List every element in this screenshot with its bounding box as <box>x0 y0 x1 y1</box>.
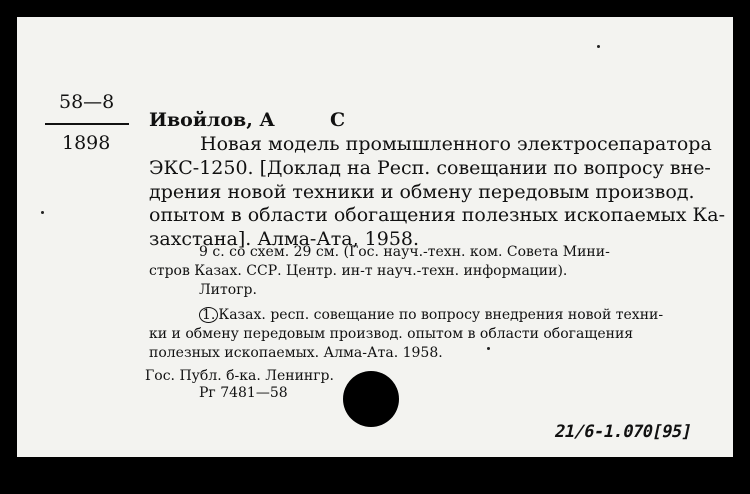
shelf-mark-divider <box>45 123 129 125</box>
handwritten-mark: 21/6-1.070[95] <box>552 422 694 442</box>
speck <box>41 211 44 214</box>
note-line-3: полезных ископаемых. Алма-Ата. 1958. <box>149 345 443 361</box>
year: 1898 <box>62 132 111 154</box>
description-line-2: стров Казах. ССР. Центр. ин-т науч.-техн. информации). <box>149 263 568 279</box>
library-stamp: Гос. Публ. б-ка. Ленингр. <box>145 368 334 384</box>
note-line-1 <box>199 307 663 323</box>
title-line-4: опытом в области обогащения полезных ископаемых Ка- <box>149 204 726 226</box>
description-line-3: Литогр. <box>199 282 257 298</box>
title-line-5: захстана]. Алма-Ата, 1958. <box>149 228 420 250</box>
speck <box>597 45 600 48</box>
description-line-1: 9 с. со схем. 29 см. (Гос. науч.-техн. ком. Совета Мини- <box>199 244 610 260</box>
punch-hole <box>343 371 399 427</box>
note-number: 1. <box>199 307 218 323</box>
author-heading: Ивойлов, А <box>149 109 275 131</box>
call-number: Рг 7481—58 <box>199 385 288 401</box>
title-line-2: ЭКС-1250. [Доклад на Респ. совещании по вопросу вне- <box>149 157 711 179</box>
speck <box>487 347 490 350</box>
author-letter: С <box>330 109 346 131</box>
shelf-mark: 58—8 <box>59 91 115 113</box>
title-line-3: дрения новой техники и обмену передовым производ. <box>149 181 695 203</box>
note-line-1-text: Казах. респ. совещание по вопросу внедрения новой техни- <box>218 307 664 323</box>
title-line-1: Новая модель промышленного электросепаратора <box>200 133 712 155</box>
note-line-2: ки и обмену передовым производ. опытом в области обогащения <box>149 326 634 342</box>
